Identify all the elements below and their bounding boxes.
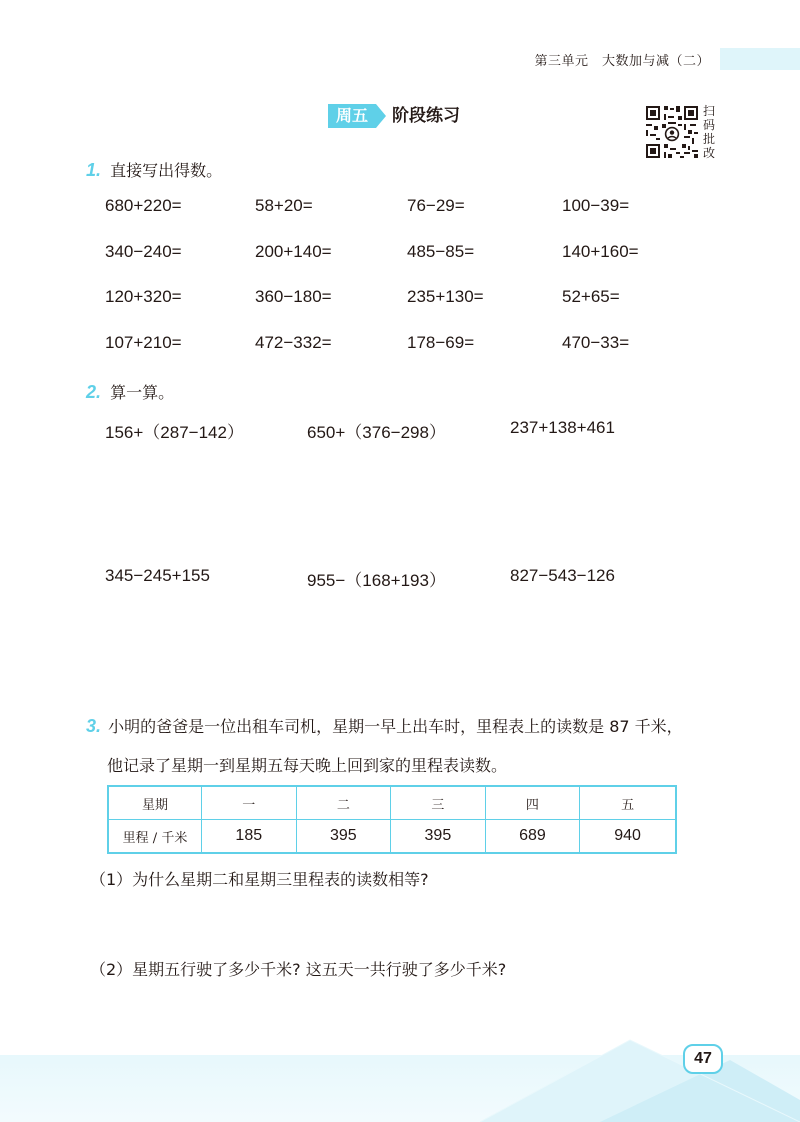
- question-text-line-2: 他记录了星期一到星期五每天晚上回到家的里程表读数。: [107, 756, 508, 775]
- day-badge: 周五: [328, 104, 376, 128]
- question-number: 3.: [86, 716, 102, 736]
- table-cell: 里程 / 千米: [108, 820, 202, 854]
- sub-question-1: （1）为什么星期二和星期三里程表的读数相等?: [90, 870, 429, 889]
- unit-header: 第三单元 大数加与减（二）: [534, 54, 710, 69]
- question-title: 算一算。: [110, 383, 175, 402]
- expression: 340−240=: [105, 242, 182, 261]
- expression: 345−245+155: [105, 566, 210, 585]
- expression: 827−543−126: [510, 566, 615, 585]
- expression: 178−69=: [407, 333, 475, 352]
- expression: 680+220=: [105, 196, 182, 215]
- page-title: 阶段练习: [392, 106, 460, 126]
- qr-code-icon[interactable]: [644, 104, 700, 160]
- table-cell: 三: [391, 786, 486, 820]
- expression: 650+（376−298）: [307, 423, 446, 442]
- table-cell: 940: [580, 820, 676, 854]
- question-3-heading: [86, 714, 726, 737]
- expression: 472−332=: [255, 333, 332, 352]
- table-cell: 五: [580, 786, 676, 820]
- table-cell: 四: [485, 786, 580, 820]
- expression: 52+65=: [562, 287, 620, 306]
- question-1-heading: [86, 158, 222, 181]
- page-number: 47: [683, 1044, 723, 1074]
- header-band: [720, 48, 800, 70]
- question-title: 直接写出得数。: [110, 161, 223, 180]
- question-number: 1.: [86, 160, 102, 180]
- expression: 76−29=: [407, 196, 465, 215]
- question-text-line-1: 小明的爸爸是一位出租车司机，星期一早上出车时，里程表上的读数是 87 千米，: [108, 717, 683, 736]
- expression: 100−39=: [562, 196, 630, 215]
- scan-to-grade-label: 扫 码 批 改: [703, 104, 716, 160]
- table-row: [108, 786, 676, 820]
- table-cell: 395: [391, 820, 486, 854]
- expression: 200+140=: [255, 242, 332, 261]
- table-cell: 185: [202, 820, 297, 854]
- expression: 485−85=: [407, 242, 475, 261]
- table-cell: 星期: [108, 786, 202, 820]
- expression: 470−33=: [562, 333, 630, 352]
- expression: 140+160=: [562, 242, 639, 261]
- expression: 360−180=: [255, 287, 332, 306]
- table-cell: 二: [296, 786, 391, 820]
- question-number: 2.: [86, 382, 102, 402]
- mileage-table: [107, 785, 677, 854]
- table-cell: 一: [202, 786, 297, 820]
- expression: 156+（287−142）: [105, 423, 244, 442]
- expression: 237+138+461: [510, 418, 615, 437]
- table-cell: 689: [485, 820, 580, 854]
- expression: 235+130=: [407, 287, 484, 306]
- sub-question-2: （2）星期五行驶了多少千米? 这五天一共行驶了多少千米?: [90, 960, 507, 979]
- mountain-decoration: [480, 1020, 800, 1122]
- table-row: [108, 820, 676, 854]
- expression: 107+210=: [105, 333, 182, 352]
- expression: 58+20=: [255, 196, 313, 215]
- expression: 120+320=: [105, 287, 182, 306]
- question-2-heading: [86, 380, 174, 403]
- expression: 955−（168+193）: [307, 571, 446, 590]
- table-cell: 395: [296, 820, 391, 854]
